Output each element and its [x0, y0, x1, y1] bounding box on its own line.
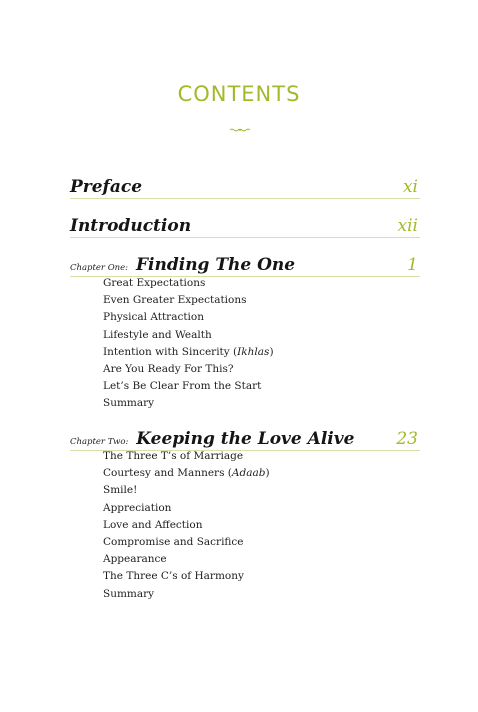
- toc-entry-preface[interactable]: [70, 168, 420, 199]
- entry-title: Introduction: [70, 216, 192, 236]
- chapter-heading: [70, 255, 295, 275]
- chapter-two-sections: [103, 448, 270, 603]
- toc-section-item[interactable]: The Three C’s of Harmony: [103, 570, 244, 583]
- toc-section-item[interactable]: Compromise and Sacrifice: [103, 535, 244, 548]
- toc-section-item[interactable]: Love and Affection: [103, 518, 203, 531]
- toc-section-item[interactable]: Appreciation: [103, 501, 172, 514]
- toc-section-item[interactable]: Let’s Be Clear From the Start: [103, 380, 262, 393]
- page-title: CONTENTS: [177, 82, 301, 106]
- entry-page-number: xi: [402, 177, 418, 197]
- toc-section-item[interactable]: Summary: [103, 397, 155, 410]
- toc-section-item[interactable]: The Three T’s of Marriage: [103, 450, 244, 462]
- entry-page-number: xii: [397, 216, 418, 236]
- chapter-label: Chapter One:: [70, 263, 129, 273]
- entry-page-number: 1: [407, 255, 418, 275]
- chapter-title: Finding The One: [135, 255, 296, 275]
- toc-section-item[interactable]: Even Greater Expectations: [103, 294, 247, 307]
- toc-section-item[interactable]: Are You Ready For This?: [103, 362, 234, 375]
- entry-title: Preface: [70, 177, 143, 197]
- entry-page-number: 23: [396, 429, 418, 449]
- chapter-label: Chapter Two:: [70, 437, 129, 447]
- toc-section-item[interactable]: Intention with Sincerity (Ikhlas): [103, 345, 274, 358]
- toc-section-item[interactable]: Smile!: [103, 484, 138, 497]
- chapter-heading: [70, 429, 354, 449]
- toc-section-item[interactable]: Appearance: [103, 553, 167, 566]
- toc-section-item[interactable]: Summary: [103, 587, 155, 600]
- ornament-flourish-icon: [229, 126, 251, 134]
- toc-section-item[interactable]: Lifestyle and Wealth: [103, 328, 212, 341]
- toc-chapter-one[interactable]: [70, 246, 420, 277]
- toc-section-item[interactable]: Great Expectations: [103, 277, 206, 289]
- toc-chapter-two[interactable]: [70, 420, 420, 451]
- chapter-title: Keeping the Love Alive: [136, 429, 355, 449]
- toc-section-item[interactable]: Courtesy and Manners (Adaab): [103, 467, 270, 480]
- toc-entry-introduction[interactable]: [70, 207, 420, 238]
- chapter-one-sections: [103, 275, 274, 413]
- toc-section-item[interactable]: Physical Attraction: [103, 311, 205, 324]
